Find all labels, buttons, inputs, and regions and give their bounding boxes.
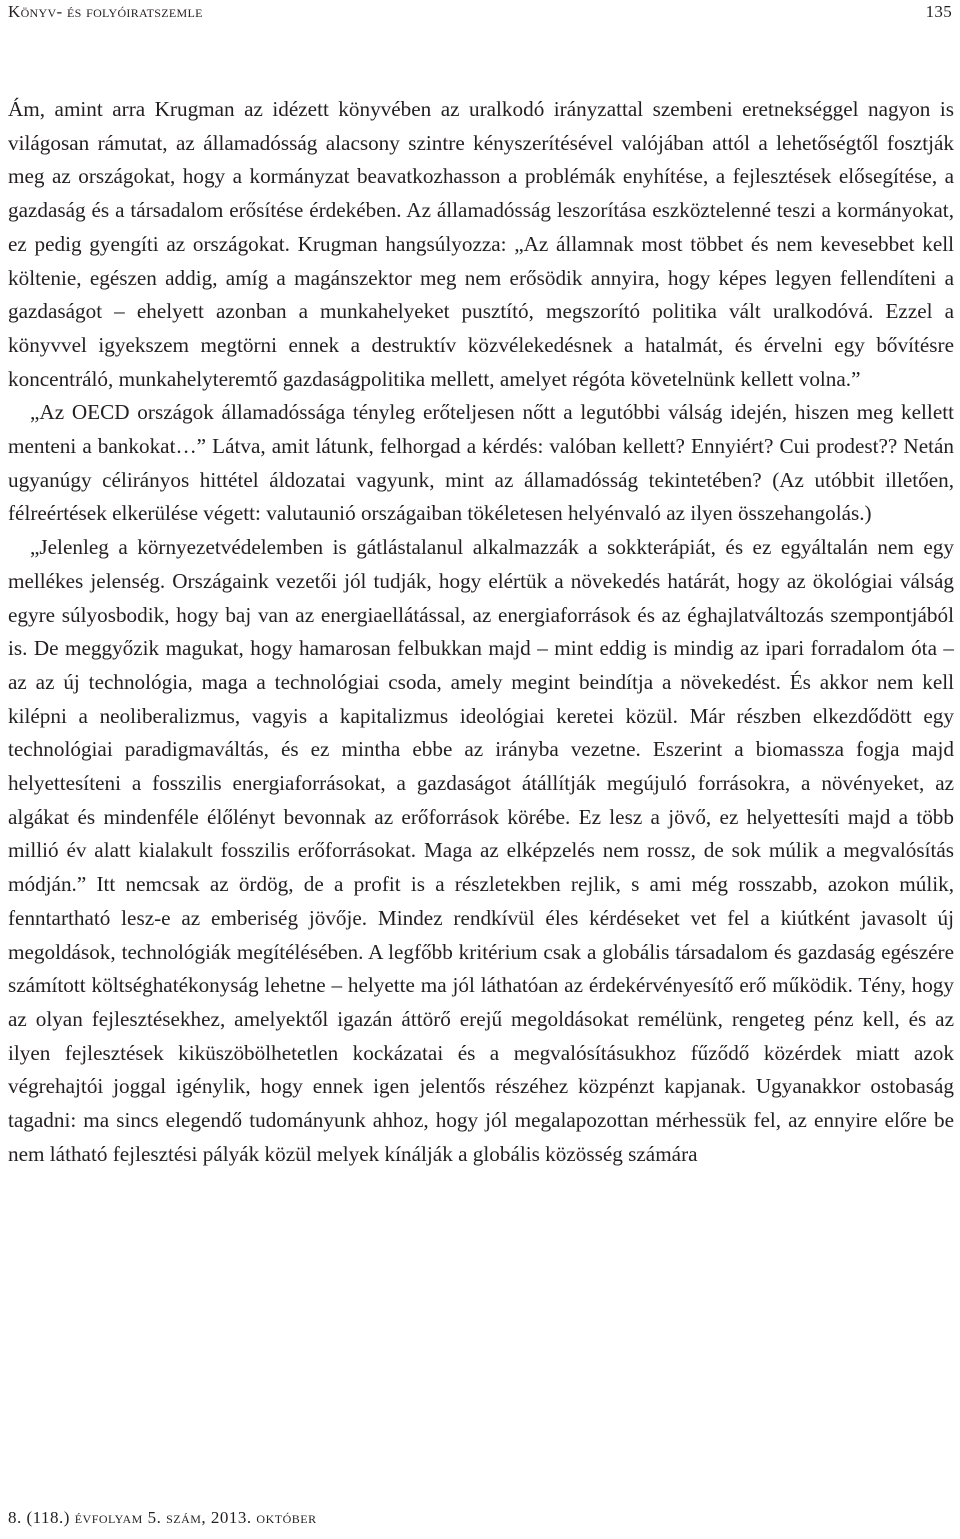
journal-issue-footer: 8. (118.) évfolyam 5. szám, 2013. október (8, 1508, 317, 1527)
running-head (8, 2, 952, 26)
paragraph: „Az OECD országok államadóssága tényleg erőteljesen nőtt a legutóbbi válság idején, hiszen meg kellett menteni a bankokat…” Látva, amit látunk, felhorgad a kérdés: valóban kellett? Ennyiért? Cui prodest?? Netán ugyanúgy célirányos hittétel áldozatai vagyunk, mint az államadósság tekintetében? (Az utóbbit illetően, félreértések elkerülése végett: valutaunió országaiban tökéletesen helyénvaló az ilyen összehangolás.) (8, 400, 954, 526)
paragraph: Ám, amint arra Krugman az idézett könyvében az uralkodó irányzattal szembeni eretnekséggel nagyon is világosan rámutat, az államadósság alacsony szintre kényszerítésével valójában attól a lehetőségtől fosztják meg az országokat, hogy a kormányzat beavatkozhasson a problémák enyhítése, a fejlesztések elősegítése, a gazdaság és a társadalom erősítése érdekében. Az államadósság leszorítása eszköztelenné teszi a kormányokat, ez pedig gyengíti az országokat. Krugman hangsúlyozza: „Az államnak most többet és nem kevesebbet kell költenie, egészen addig, amíg a magánszektor meg nem erősödik annyira, hogy képes legyen fellendíteni a gazdaságot – ehelyett azonban a munkahelyeket pusztító, megszorító politika vált uralkodóvá. Ezzel a könyvvel igyekszem megtörni ennek a destruktív közvélekedésnek a hatalmát, és érvelni egy bővítésre koncentráló, munkahelyteremtő gazdaságpolitika mellett, amelyet régóta követelnünk kellett volna.” (8, 97, 954, 391)
section-title: Könyv- és folyóiratszemle (8, 2, 203, 21)
paragraph: „Jelenleg a környezetvédelemben is gátlástalanul alkalmazzák a sokkterápiát, és ez egyáltalán nem egy mellékes jelenség. Országaink vezetői jól tudják, hogy elértük a növekedés határát, hogy az ökológiai válság egyre súlyosbodik, hogy baj van az energiaellátással, az energiaforrások és az éghajlatváltozás szempontjából is. De meggyőzik magukat, hogy hamarosan felbukkan majd – mint eddig is mindig az ipari forradalom óta – az az új technológia, maga a technológiai csoda, amely megint beindítja a növekedést. És akkor nem kell kilépni a neoliberalizmus, vagyis a kapitalizmus ideológiai keretei közül. Már részben elkezdődött egy technológiai paradigmaváltás, és ez mintha ebbe az irányba vezetne. Eszerint a biomassza fogja majd helyettesíteni a fosszilis energiaforrásokat, a gazdaságot átállítják megújuló forrásokra, a növényeket, az algákat és mindenféle élőlényt bevonnak az erőforrások körébe. Ez lesz a jövő, ez helyettesíti majd a több millió év alatt kialakult fosszilis erőforrásokat. Maga az elképzelés nem rossz, de sok múlik a megvalósítás módján.” Itt nemcsak az ördög, de a profit is a részletekben rejlik, s ami még rosszabb, azokon múlik, fenntartható lesz-e az emberiség jövője. Mindez rendkívül éles kérdéseket vet fel a kiútként javasolt új megoldások, technológiák megítélésében. A legfőbb kritérium csak a globális társadalom és gazdaság egészére számított költséghatékonyság lehetne – helyette ma jól láthatóan az érdekérvényesítő erő működik. Tény, hogy az olyan fejlesztésekhez, amelyektől igazán áttörő erejű megoldásokat remélünk, rengeteg pénz kell, és az ilyen fejlesztések kiküszöbölhetetlen kockázatai és a megvalósításukhoz fűződő közérdek miatt azok végrehajtói joggal igénylik, hogy ennek igen jelentős részéhez közpénzt kapjanak. Ugyanakkor ostobaság tagadni: ma sincs elegendő tudományunk ahhoz, hogy jól megalapozottan mérhessük fel, az ennyire előre be nem látható fejlesztési pályák közül melyek kínálják a globális közösség számára (8, 535, 954, 1166)
page-number: 135 (925, 2, 952, 21)
article-body (8, 93, 954, 1172)
